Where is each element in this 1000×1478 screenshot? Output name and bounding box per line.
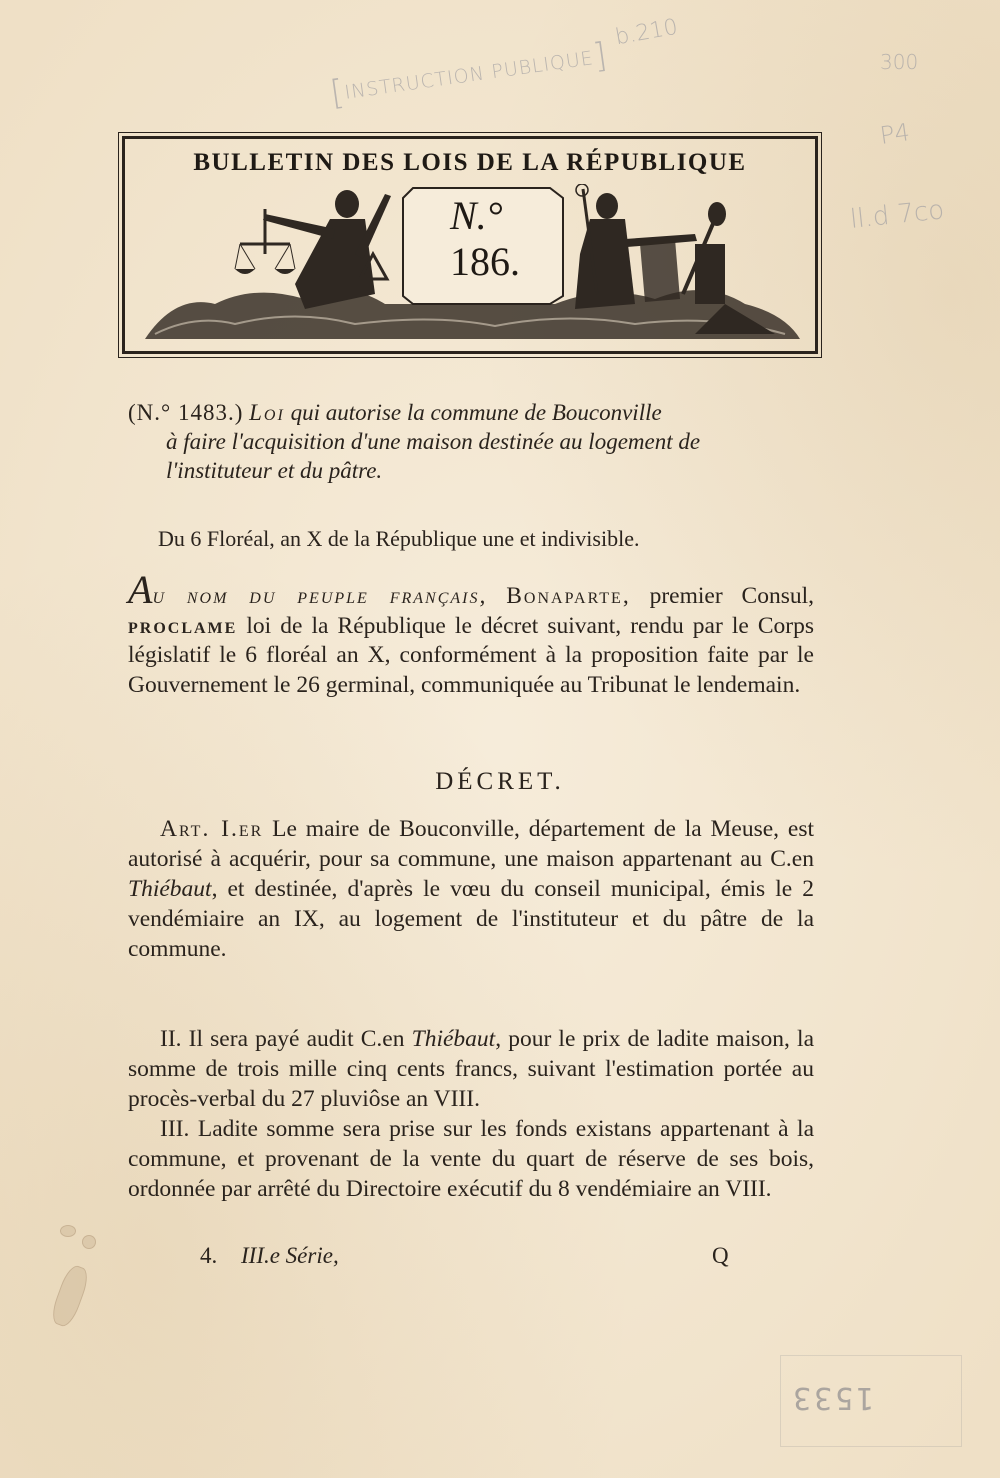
- article-label: Art. I.er: [160, 816, 264, 842]
- number-label: N.°: [450, 193, 503, 238]
- pencil-note-misc: ll.d 7co: [848, 195, 946, 235]
- paper-stain: [60, 1225, 76, 1237]
- bulletin-number-cartouche: [400, 188, 570, 298]
- law-title-line-2: à faire l'acquisition d'une maison destinée au logement de: [166, 429, 701, 454]
- signature-mark: Q: [712, 1243, 729, 1268]
- preamble-lead: u nom du peuple français,: [152, 583, 488, 609]
- paper-stain: [48, 1263, 92, 1329]
- article-label: III.: [160, 1116, 190, 1142]
- justice-figure-icon: [235, 190, 391, 309]
- bulletin-header: [122, 136, 818, 354]
- pencil-note-page-ref: b.210: [613, 14, 680, 51]
- pencil-note-count: P4: [878, 118, 912, 150]
- law-number: (N.° 1483.): [128, 400, 244, 425]
- article-3: [128, 1114, 814, 1204]
- article-name: Thiébaut: [128, 876, 212, 902]
- law-lead-word: Loi: [249, 400, 285, 425]
- sheet-number: 4.: [200, 1243, 218, 1268]
- series-label: III.e Série,: [241, 1243, 339, 1268]
- law-title-line-1: qui autorise la commune de Bouconville: [290, 400, 662, 425]
- pencil-note-subject: [INSTRUCTION PUBLIQUE]: [327, 35, 611, 114]
- article-2: [128, 1024, 814, 1114]
- pencil-note-price: 300: [880, 50, 919, 74]
- preamble-proclame: proclame: [128, 612, 238, 639]
- paper-stain: [82, 1235, 96, 1249]
- preamble-rest: loi de la République le décret suivant, rendu par le Corps législatif le 6 floréal an X, conformément à la proposition faite par le Gouvernement le 26 germinal, communiquée au Tribunat le lendemain.: [128, 612, 814, 698]
- article-text-post: , pour le prix de ladite maison, la somme de trois mille cinq cents francs, suivant l'estimation portée au procès-verbal du 27 pluviôse an VIII.: [128, 1026, 814, 1112]
- library-stamp: 1533: [790, 1380, 875, 1415]
- page-footer-left: [200, 1243, 339, 1269]
- article-text: Il sera payé audit C.en: [188, 1026, 405, 1052]
- article-label: II.: [160, 1026, 182, 1052]
- bulletin-title: BULLETIN DES LOIS DE LA RÉPUBLIQUE: [193, 149, 747, 176]
- article-text-post: , et destinée, d'après le vœu du conseil municipal, émis le 2 vendémiaire an IX, au logement de l'instituteur et du pâtre de la commune.: [128, 876, 814, 962]
- date-line: Du 6 Floréal, an X de la République une et indivisible.: [158, 526, 640, 551]
- article-1: [128, 814, 814, 964]
- article-text: Le maire de Bouconville, département de la Meuse, est autorisé à acquérir, pour sa commune, une maison appartenant au C.en: [128, 816, 814, 872]
- preamble-part1: premier Consul,: [649, 583, 815, 609]
- preamble-paragraph: [128, 567, 815, 700]
- decret-heading: DÉCRET.: [435, 768, 565, 795]
- preamble-name: Bonaparte,: [506, 583, 631, 609]
- article-text: Ladite somme sera prise sur les fonds existans appartenant à la commune, et provenant de la vente du quart de réserve de ses bois, ordonnée par arrêté du Directoire exécutif du 8 vendémiaire an VIII.: [128, 1116, 815, 1202]
- law-title-line-3: l'instituteur et du pâtre.: [166, 458, 383, 483]
- bulletin-number: 186.: [450, 239, 520, 284]
- drop-initial: A: [128, 567, 153, 612]
- article-name: Thiébaut: [411, 1026, 496, 1052]
- law-heading: [128, 398, 814, 485]
